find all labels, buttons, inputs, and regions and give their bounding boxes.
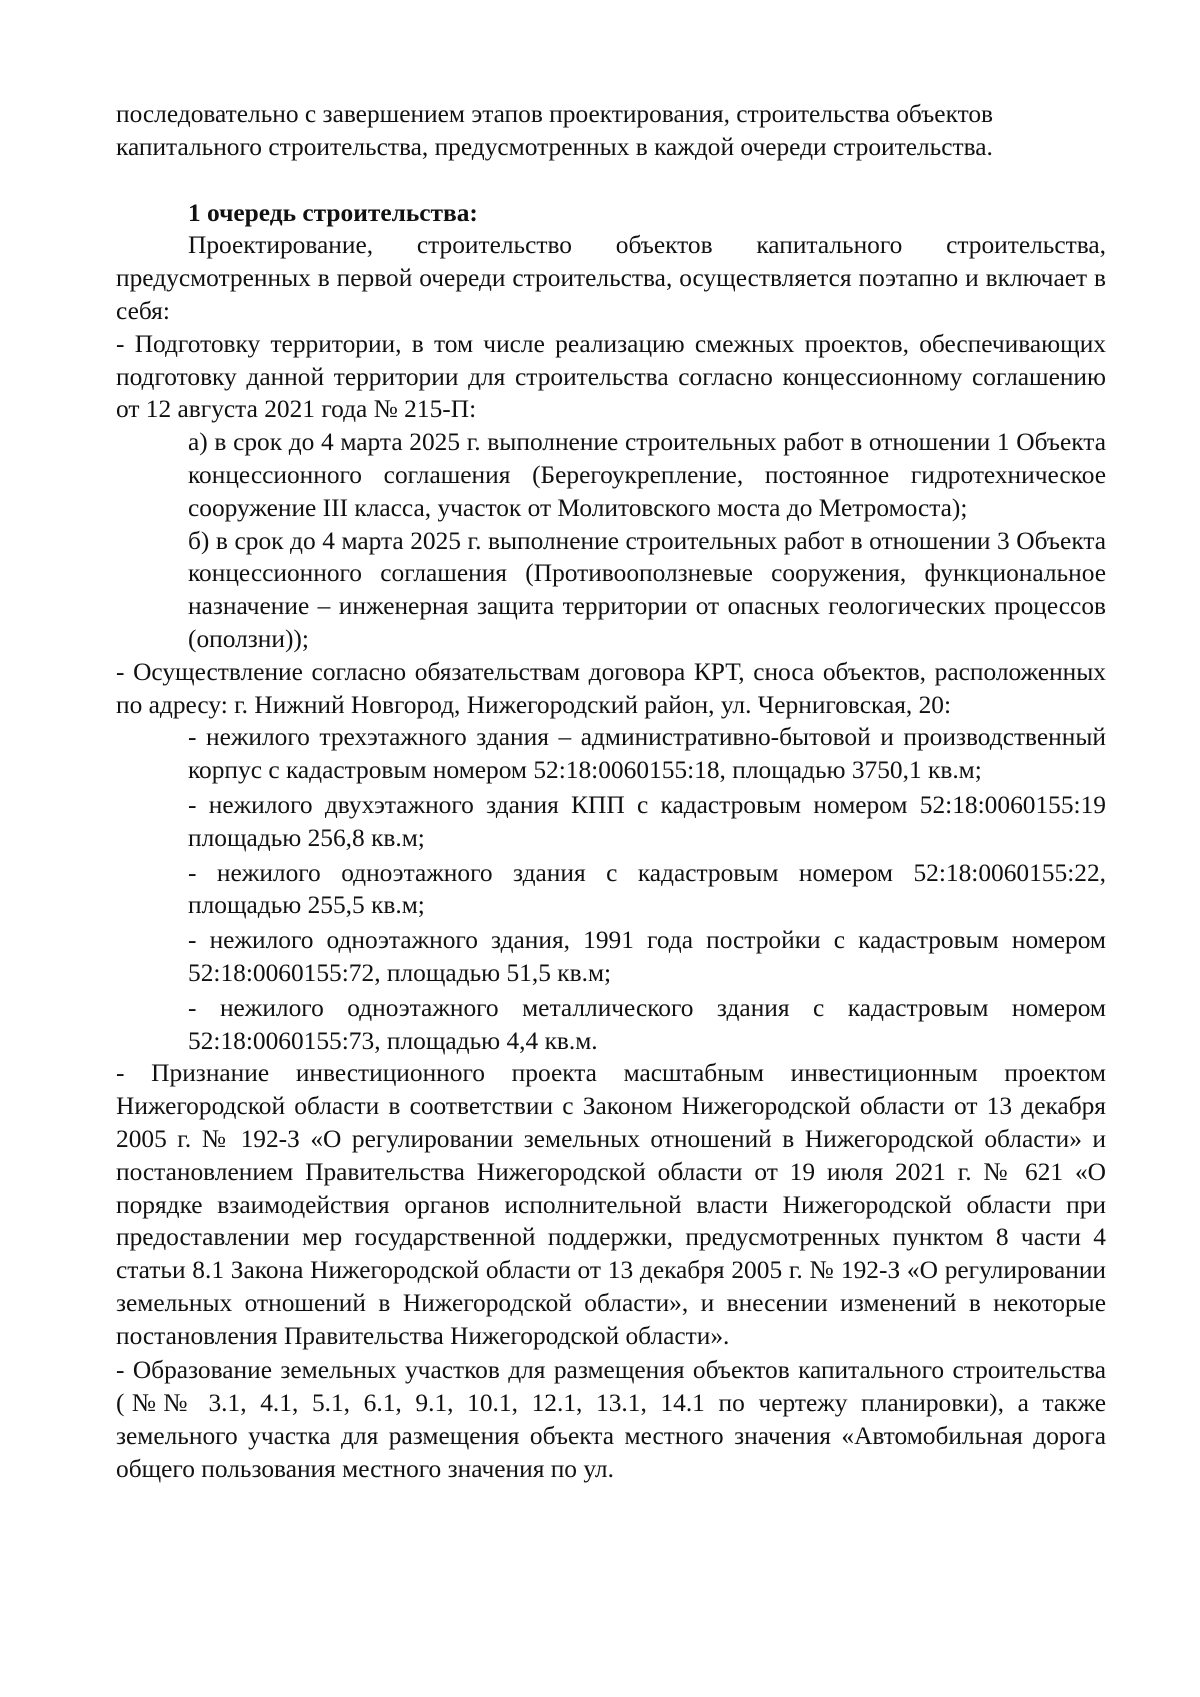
- item-preparation: - Подготовку территории, в том числе реализацию смежных проектов, обеспечивающих подготовку данной территории для строительства согласно концессионному соглашению от 12 августа 2021 года № 215-П:: [116, 329, 1106, 424]
- item-land-formation: - Образование земельных участков для размещения объектов капитального строительства (№№ 3.1, 4.1, 5.1, 6.1, 9.1, 10.1, 12.1, 13.1, 14.1 по чертежу планировки), а также земельного участка для размещения объекта местного значения «Автомобильная дорога общего пользования местного значения по ул.: [116, 1356, 1106, 1483]
- sub-item-b: б) в срок до 4 марта 2025 г. выполнение строительных работ в отношении 3 Объекта концессионного соглашения (Противооползневые сооружения, функциональное назначение – инженерная защита территории от опасных геологических процессов (оползни));: [188, 526, 1106, 653]
- design-paragraph: Проектирование, строительство объектов капитального строительства, предусмотренных в первой очереди строительства, осуществляется поэтапно и включает в себя:: [116, 231, 1106, 325]
- item-recognition: - Признание инвестиционного проекта масштабным инвестиционным проектом Нижегородской области в соответствии с Законом Нижегородской области от 13 декабря 2005 г. № 192-З «О регулировании земельных отношений в Нижегородской области» и постановлением Правительства Нижегородской области от 19 июля 2021 г. № 621 «О порядке взаимодействия органов исполнительной власти Нижегородской области при предоставлении мер государственной поддержки, предусмотренных пунктом 8 части 4 статьи 8.1 Закона Нижегородской области от 13 декабря 2005 г. № 192-З «О регулировании земельных отношений в Нижегородской области», и внесении изменений в некоторые постановления Правительства Нижегородской области».: [116, 1059, 1106, 1350]
- building-item: - нежилого одноэтажного здания с кадастровым номером 52:18:0060155:22, площадью 255,5 кв.м;: [188, 858, 1106, 920]
- building-item: - нежилого трехэтажного здания – административно-бытовой и производственный корпус с кадастровым номером 52:18:0060155:18, площадью 3750,1 кв.м;: [188, 723, 1106, 785]
- building-item: - нежилого двухэтажного здания КПП с кадастровым номером 52:18:0060155:19 площадью 256,8 кв.м;: [188, 790, 1106, 852]
- building-item: - нежилого одноэтажного металлического здания с кадастровым номером 52:18:0060155:73, площадью 4,4 кв.м.: [188, 993, 1106, 1055]
- intro-paragraph: последовательно с завершением этапов проектирования, строительства объектов капитального строительства, предусмотренных в каждой очереди строительства.: [116, 100, 994, 161]
- section-heading: 1 очередь строительства:: [188, 198, 478, 227]
- building-item: - нежилого одноэтажного здания, 1991 года постройки с кадастровым номером 52:18:0060155:72, площадью 51,5 кв.м;: [188, 926, 1106, 987]
- item-demolition: - Осуществление согласно обязательствам договора КРТ, сноса объектов, расположенных по адресу: г. Нижний Новгород, Нижегородский район, ул. Черниговская, 20:: [116, 657, 1106, 719]
- sub-item-a: а) в срок до 4 марта 2025 г. выполнение строительных работ в отношении 1 Объекта концессионного соглашения (Берегоукрепление, постоянное гидротехническое сооружение III класса, участок от Молитовского моста до Метромоста);: [188, 428, 1106, 522]
- page-body: [116, 98, 1106, 1486]
